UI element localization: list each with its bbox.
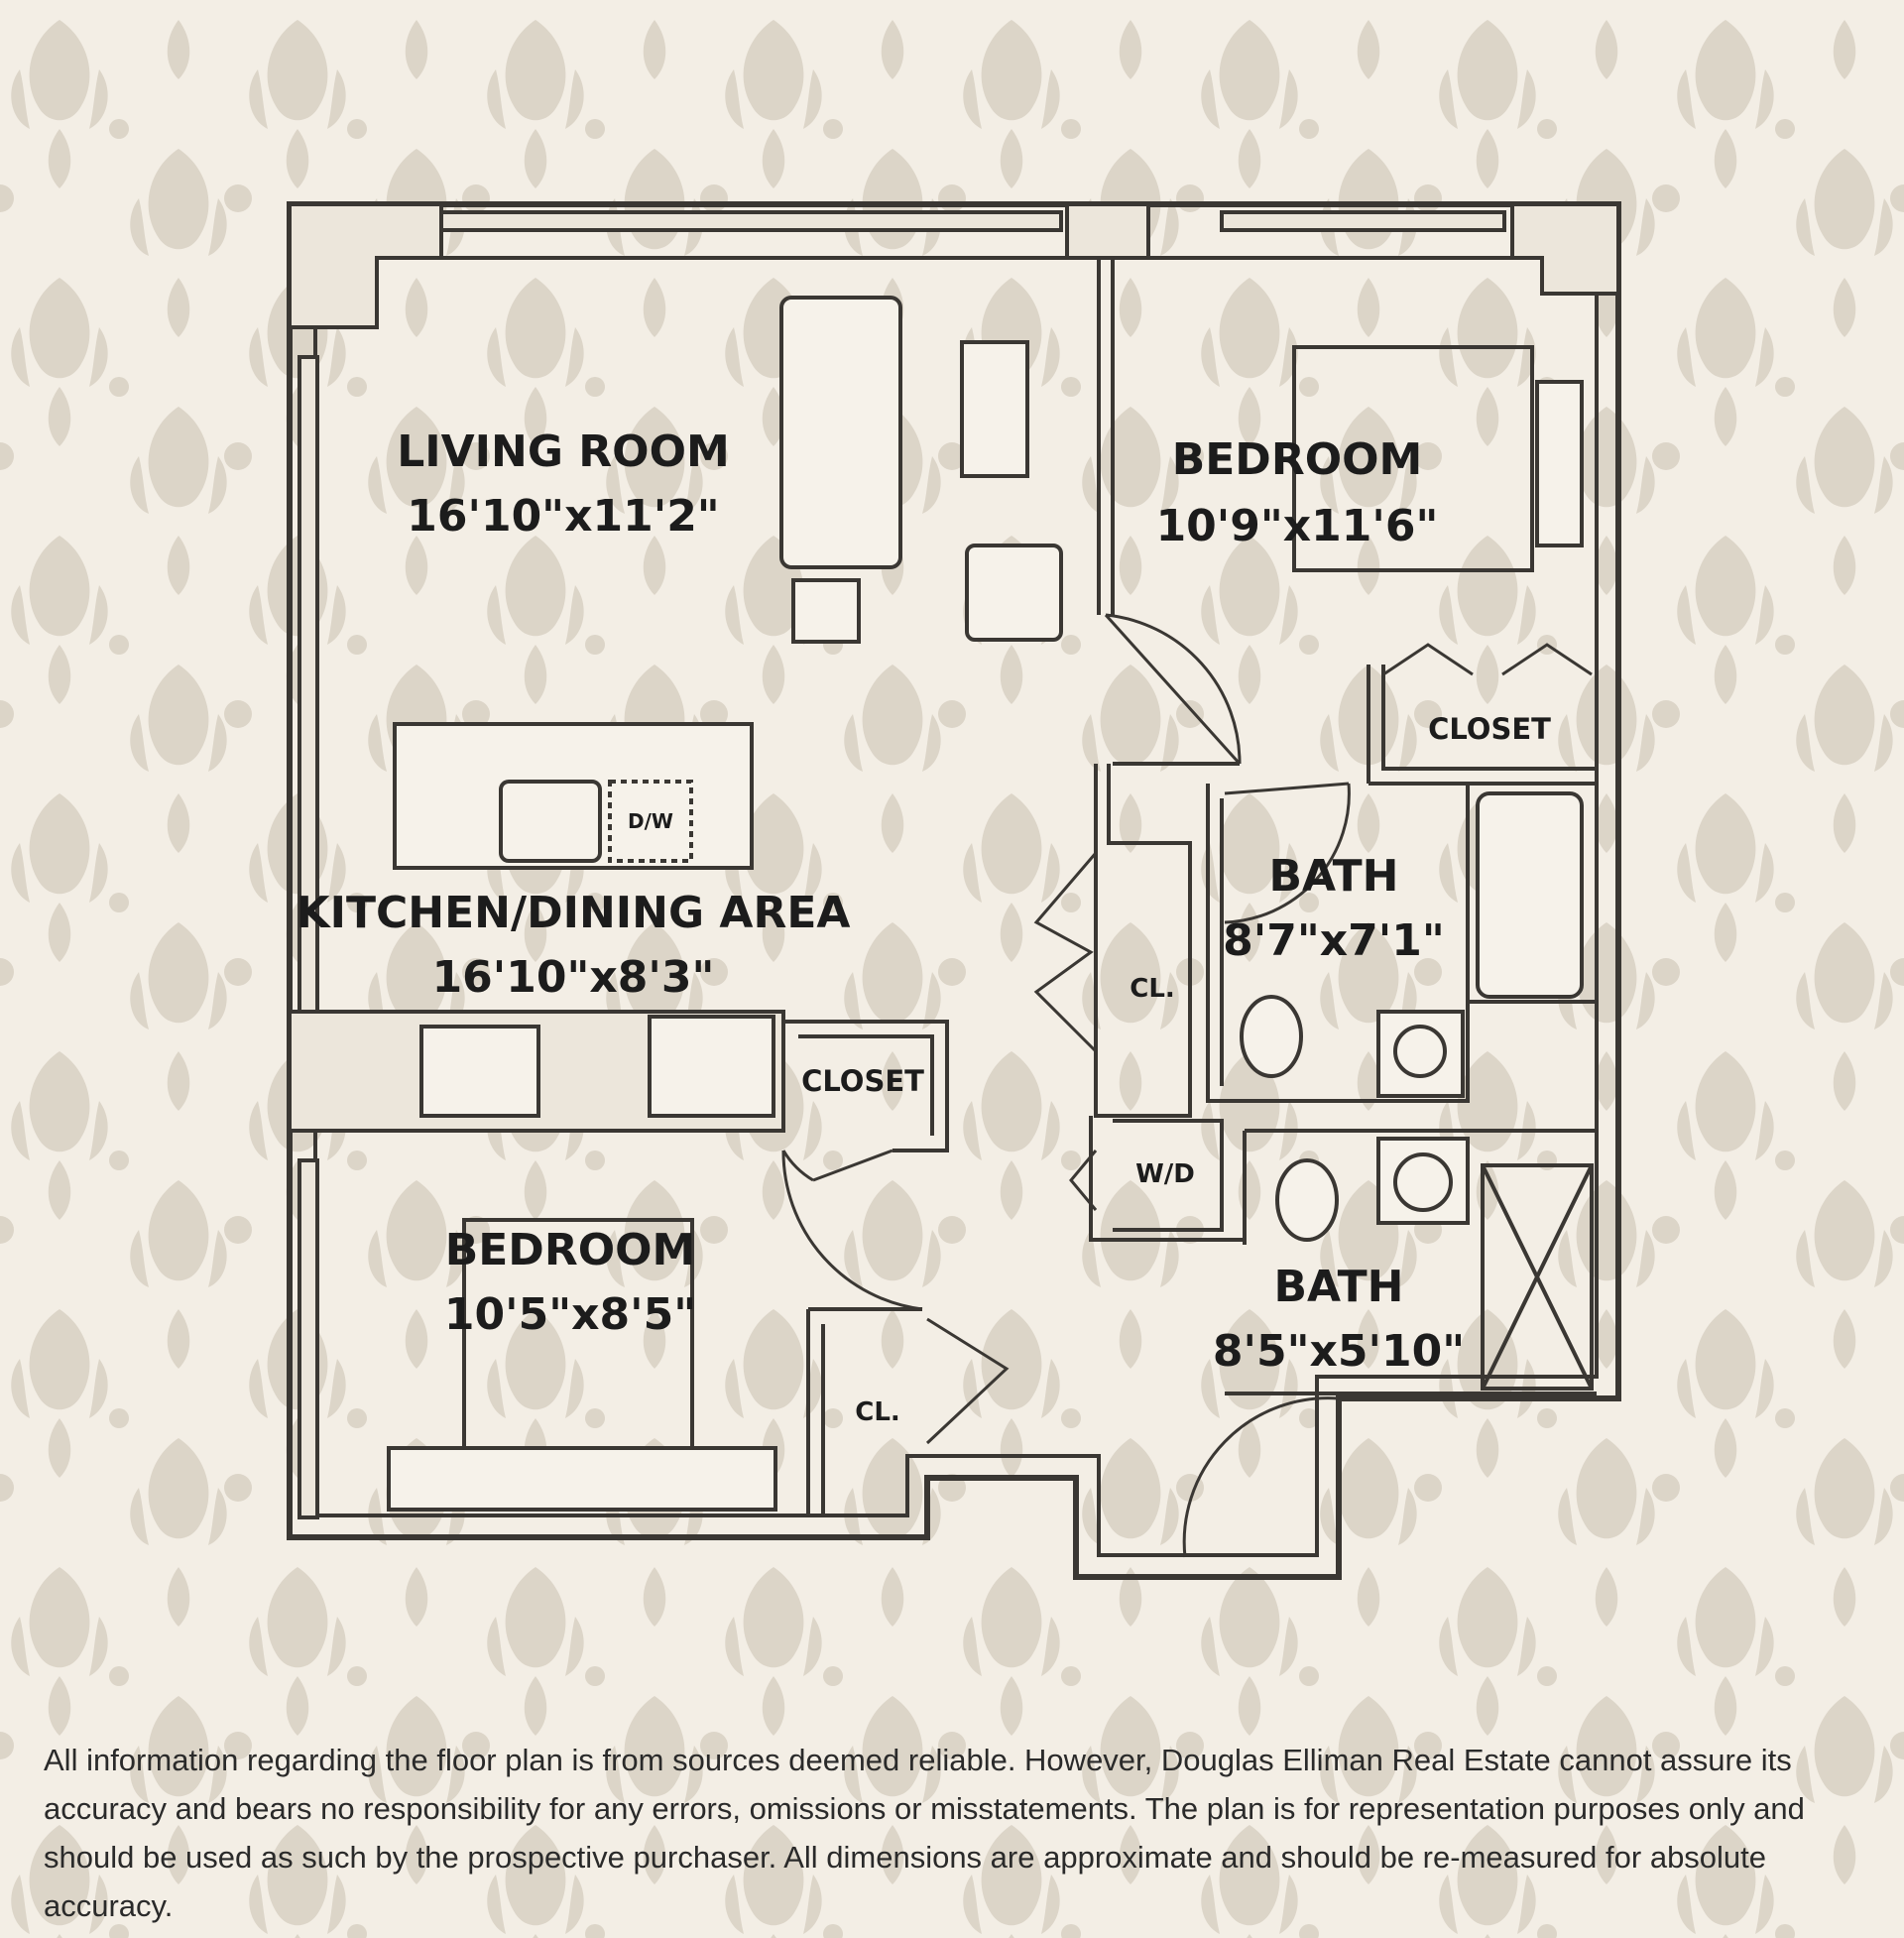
dresser-2 [389,1448,775,1510]
laundry-name: W/D [1135,1159,1195,1189]
bedroom1-wall [1099,258,1113,615]
kitchen-name: KITCHEN/DINING AREA [296,888,851,938]
bath2-dims: 8'5"x5'10" [1212,1326,1466,1377]
window-top-left [441,212,1061,230]
living-room-name: LIVING ROOM [397,426,730,477]
bathtub-1 [1478,793,1582,997]
bedroom1-dims: 10'9"x11'6" [1155,501,1439,551]
cl1-name: CL. [1130,974,1175,1004]
sink [501,782,600,861]
armchair [967,545,1061,640]
door-closet2 [783,1151,892,1180]
side-table [793,580,859,642]
sink-2 [1395,1154,1451,1210]
column-top-middle [1067,204,1148,258]
bedroom2-name: BEDROOM [444,1225,696,1275]
sofa [781,298,900,567]
column-top-left [290,204,441,327]
counter-cabinet [650,1017,774,1116]
window-left-lower [299,1160,317,1517]
living-room-dims: 16'10"x11'2" [407,491,720,542]
window-top-right [1222,212,1504,230]
kitchen-dims: 16'10"x8'3" [431,952,715,1003]
room-labels [297,426,1552,1427]
cl2-name: CL. [855,1397,900,1427]
toilet-1 [1242,997,1301,1076]
door-cl1 [1036,853,1096,1051]
dishwasher-label: D/W [628,809,673,833]
bedroom1-name: BEDROOM [1171,434,1423,485]
door-cl2 [927,1319,1007,1443]
disclaimer-text: All information regarding the floor plan is from sources deemed reliable. However, Douglas Elliman Real Estate cannot assure its accuracy and bears no responsibility for any errors, omissions or misstatements. The plan is for representation purposes only and should be used as such by the prospective purchaser. All dimensions are approximate and should be re-measured for absolute accuracy. [44,1743,1805,1923]
bedroom2-dims: 10'5"x8'5" [443,1289,697,1340]
door-closet1 [1383,645,1592,674]
toilet-2 [1277,1160,1337,1240]
door-bedroom1 [1106,615,1240,764]
wardrobe-1 [1537,382,1582,545]
closet1-name: CLOSET [1428,712,1551,746]
sink-1 [1395,1027,1445,1076]
bath1-dims: 8'7"x7'1" [1223,915,1445,966]
shower-diagonal [1483,1165,1592,1389]
closet2-name: CLOSET [801,1064,924,1098]
column-top-right [1512,204,1618,294]
bath1-name: BATH [1268,851,1399,902]
bath2-name: BATH [1273,1262,1404,1312]
stove [421,1027,538,1116]
coffee-table [962,342,1027,476]
cl1-walls [1096,764,1190,1116]
